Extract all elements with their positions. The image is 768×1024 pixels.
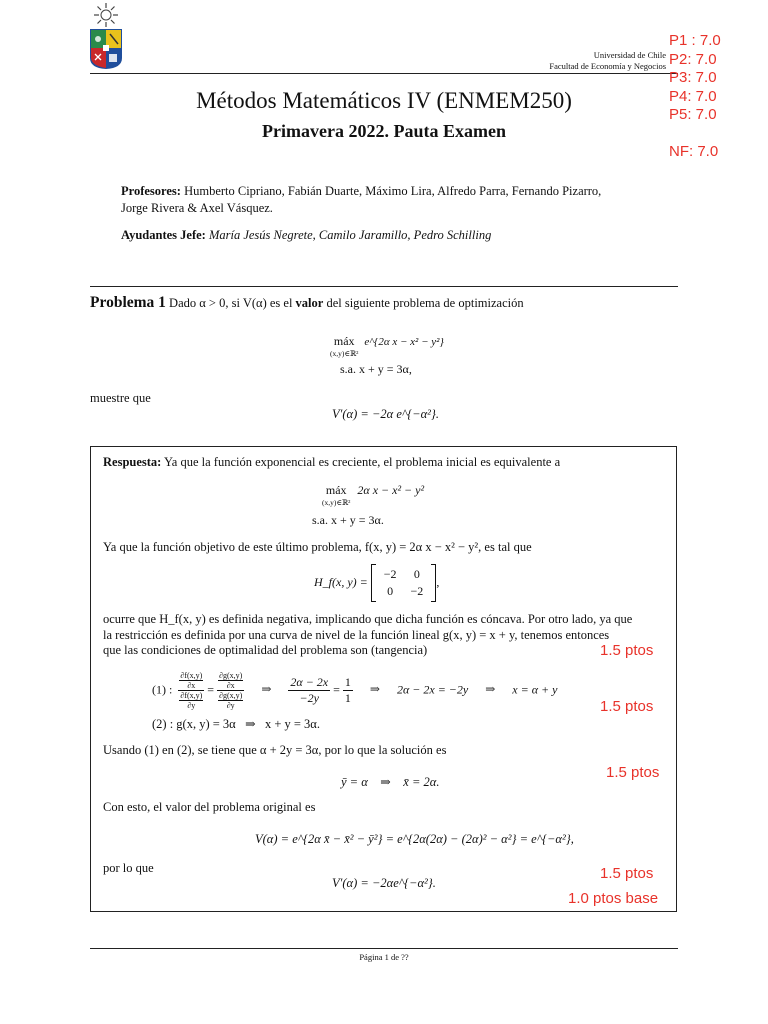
page-number: Página 1 de ??: [359, 952, 409, 962]
equivalent-problem: [322, 483, 424, 513]
matrix-cell: −2: [383, 567, 397, 581]
final-equation: V′(α) = −2αe^{−α²}.: [332, 876, 436, 890]
objective-function-2: 2α x − x² − y²: [357, 483, 425, 497]
frac-part: ∂x: [226, 681, 235, 690]
ratio-fraction: [288, 675, 330, 706]
implies-arrow: ⇒: [261, 682, 272, 697]
show-that-label: muestre que: [90, 391, 151, 405]
hessian-matrix: [371, 566, 440, 600]
target-equation: V′(α) = −2α e^{−α²}.: [332, 407, 440, 421]
answer-paragraph-2: Ya que la función objetivo de este último problema, f(x, y) = 2α x − x² − y², es tal que: [103, 540, 532, 554]
max-operator: máx: [333, 334, 355, 348]
constraint-2: s.a. x + y = 3α.: [312, 513, 384, 527]
header-rule: [90, 73, 678, 74]
lhs-fraction: [178, 671, 204, 710]
matrix-cell: 0: [387, 584, 394, 598]
footer-rule: [90, 948, 678, 949]
condition-1: [152, 671, 557, 710]
max-operator: máx: [325, 483, 347, 497]
frac-part: 1: [344, 691, 351, 705]
equation-step: 2α − 2x = −2y: [396, 682, 469, 697]
frac-part: ∂x: [187, 681, 196, 690]
grade-line: P2: 7.0: [669, 50, 717, 68]
frac-part: ∂f(x,y): [180, 671, 203, 680]
condition-label: (1) :: [152, 682, 173, 697]
answer-paragraph-6: por lo que: [103, 861, 154, 875]
optimization-problem: [330, 334, 444, 364]
one-fraction: [343, 675, 353, 706]
implies-arrow: ⇒: [485, 682, 496, 697]
grade-line: P1 : 7.0: [669, 32, 721, 49]
points-annotation: 1.5 ptos: [600, 642, 654, 659]
condition-2: (2) : g(x, y) = 3α ⇒ x + y = 3α.: [152, 717, 320, 731]
assistants-label: Ayudantes Jefe:: [121, 228, 206, 242]
constraint: s.a. x + y = 3α,: [340, 362, 412, 376]
problem-bold-word: valor: [295, 296, 324, 310]
professors-names-cont: Jorge Rivera & Axel Vásquez.: [121, 201, 273, 215]
points-annotation: 1.5 ptos: [600, 698, 654, 715]
paragraph-line: que las condiciones de optimalidad del problema son (tangencia): [103, 643, 428, 657]
max-subscript: (x,y)∈ℝ²: [330, 349, 359, 358]
problem-statement: [90, 294, 678, 312]
value-equation: V(α) = e^{2α x̄ − x̄² − ȳ²} = e^{2α(2α) − (2α)² − α²} = e^{−α²},: [255, 832, 574, 846]
max-subscript: (x,y)∈ℝ²: [322, 498, 351, 507]
points-annotation: 1.0 ptos base: [568, 890, 659, 907]
answer-paragraph-4: Usando (1) en (2), se tiene que α + 2y = 3α, por lo que la solución es: [103, 743, 447, 757]
frac-part: ∂g(x,y): [219, 671, 243, 680]
rhs-fraction: [217, 671, 244, 710]
problem-label: Problema 1: [90, 294, 166, 311]
grade-line: P5: 7.0: [669, 106, 717, 123]
grade-line: P4: 7.0: [669, 87, 717, 105]
paragraph-line: la restricción es definida por una curva de nivel de la función lineal g(x, y) = x + y, tenemos entonces: [103, 627, 610, 642]
faculty-name: Facultad de Economía y Negocios: [549, 60, 666, 71]
professors-block: [121, 183, 681, 217]
exam-subtitle: Primavera 2022. Pauta Examen: [262, 121, 506, 141]
equals-sign: =: [333, 682, 340, 697]
frac-part: −2y: [299, 691, 319, 705]
equation-step: x = α + y: [512, 682, 558, 697]
header-institution: [549, 50, 666, 71]
points-annotation: 1.5 ptos: [600, 865, 654, 882]
hessian-tail: ,: [436, 574, 440, 589]
matrix-cell: 0: [413, 567, 420, 581]
objective-function: e^{2α x − x² − y²}: [364, 336, 444, 348]
frac-part: ∂g(x,y): [219, 691, 243, 700]
course-title: Métodos Matemáticos IV (ENMEM250): [196, 88, 572, 113]
assistants-names: María Jesús Negrete, Camilo Jaramillo, Pedro Schilling: [208, 228, 492, 242]
frac-part: ∂y: [226, 701, 235, 710]
university-name: Universidad de Chile: [593, 50, 666, 60]
hessian-lhs: H_f(x, y) =: [314, 574, 368, 589]
points-annotation: 1.5 ptos: [606, 764, 660, 781]
paragraph-line: ocurre que H_f(x, y) es definida negativa, implicando que dicha función es cóncava. Por otro lado, ya que: [103, 612, 633, 626]
equals-sign: =: [207, 682, 215, 697]
frac-part: 1: [344, 675, 351, 689]
grade-line: P3: 7.0: [669, 69, 717, 86]
solution-equation: ȳ = α ⇒ x̄ = 2α.: [341, 775, 440, 789]
frac-part: 2α − 2x: [290, 675, 329, 689]
problem-text-b: del siguiente problema de optimización: [326, 296, 524, 310]
answer-label: Respuesta:: [103, 455, 162, 469]
professors-names: Humberto Cipriano, Fabián Duarte, Máximo Lira, Alfredo Parra, Fernando Pizarro,: [184, 184, 602, 198]
frac-part: ∂y: [187, 701, 196, 710]
university-logo: [88, 2, 124, 70]
matrix-cell: −2: [410, 584, 424, 598]
implies-arrow: ⇒: [369, 682, 380, 697]
assistants-block: [121, 228, 491, 243]
professors-label: Profesores:: [121, 184, 181, 198]
section-rule: [90, 286, 678, 287]
final-grade: NF: 7.0: [669, 142, 719, 160]
frac-part: ∂f(x,y): [180, 691, 203, 700]
hessian-equation: [314, 566, 439, 600]
star-emblem-icon: [94, 3, 118, 27]
answer-paragraph-5: Con esto, el valor del problema original es: [103, 800, 316, 814]
answer-intro: [103, 455, 663, 470]
answer-paragraph-3: [103, 612, 669, 659]
problem-text-a: Dado α > 0, si V(α) es el: [169, 296, 293, 310]
shield-icon: [90, 29, 122, 69]
answer-intro-text: Ya que la función exponencial es creciente, el problema inicial es equivalente a: [164, 455, 561, 469]
